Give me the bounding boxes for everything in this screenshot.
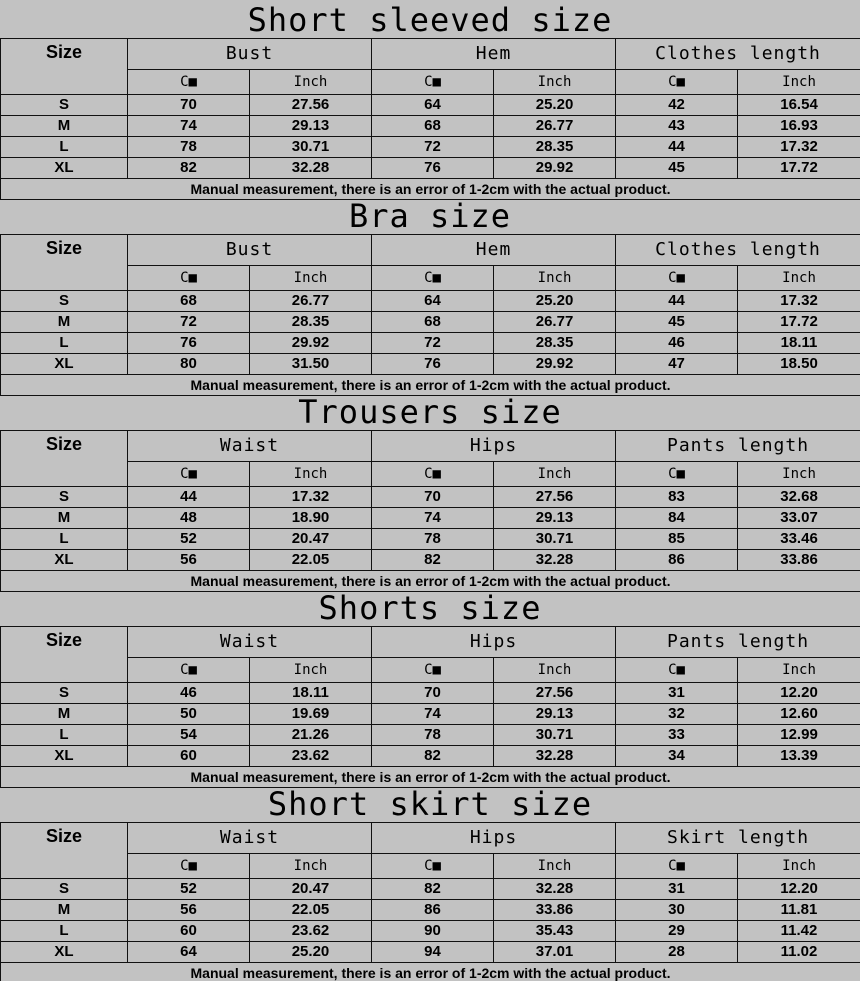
value-cm: 74 bbox=[372, 704, 494, 725]
size-label: L bbox=[1, 921, 128, 942]
size-header: Size bbox=[1, 431, 128, 487]
unit-cm: C■ bbox=[616, 266, 738, 291]
section-title: Short sleeved size bbox=[247, 1, 613, 39]
value-cm: 32 bbox=[616, 704, 738, 725]
value-inch: 25.20 bbox=[250, 942, 372, 963]
value-cm: 64 bbox=[372, 95, 494, 116]
section-title: Bra size bbox=[348, 197, 512, 235]
value-cm: 52 bbox=[128, 529, 250, 550]
value-cm: 83 bbox=[616, 487, 738, 508]
value-inch: 26.77 bbox=[250, 291, 372, 312]
value-inch: 30.71 bbox=[494, 725, 616, 746]
value-cm: 68 bbox=[372, 312, 494, 333]
value-inch: 18.11 bbox=[738, 333, 860, 354]
table-row bbox=[1, 137, 860, 158]
value-inch: 17.72 bbox=[738, 158, 860, 179]
measure-header: Clothes length bbox=[616, 39, 860, 70]
unit-inch: Inch bbox=[738, 658, 860, 683]
unit-cm: C■ bbox=[128, 854, 250, 879]
unit-cm: C■ bbox=[372, 658, 494, 683]
value-inch: 12.20 bbox=[738, 683, 860, 704]
value-cm: 30 bbox=[616, 900, 738, 921]
size-header: Size bbox=[1, 823, 128, 879]
size-section-5 bbox=[0, 784, 860, 980]
table-row bbox=[1, 116, 860, 137]
unit-cm: C■ bbox=[616, 854, 738, 879]
unit-inch: Inch bbox=[250, 462, 372, 487]
value-cm: 50 bbox=[128, 704, 250, 725]
unit-inch: Inch bbox=[494, 658, 616, 683]
value-cm: 46 bbox=[128, 683, 250, 704]
value-inch: 20.47 bbox=[250, 529, 372, 550]
unit-inch: Inch bbox=[250, 70, 372, 95]
size-label: XL bbox=[1, 354, 128, 375]
measure-header: Waist bbox=[128, 431, 372, 462]
size-label: M bbox=[1, 116, 128, 137]
unit-inch: Inch bbox=[250, 266, 372, 291]
value-cm: 28 bbox=[616, 942, 738, 963]
size-label: S bbox=[1, 879, 128, 900]
value-cm: 48 bbox=[128, 508, 250, 529]
measure-header: Skirt length bbox=[616, 823, 860, 854]
measure-header: Pants length bbox=[616, 431, 860, 462]
size-section-3 bbox=[0, 392, 860, 588]
size-section-1 bbox=[0, 0, 860, 196]
value-inch: 32.28 bbox=[494, 550, 616, 571]
measure-header: Hem bbox=[372, 235, 616, 266]
value-inch: 35.43 bbox=[494, 921, 616, 942]
value-cm: 94 bbox=[372, 942, 494, 963]
size-label: S bbox=[1, 95, 128, 116]
value-inch: 29.92 bbox=[494, 354, 616, 375]
value-inch: 32.28 bbox=[250, 158, 372, 179]
value-inch: 19.69 bbox=[250, 704, 372, 725]
size-label: S bbox=[1, 487, 128, 508]
value-cm: 52 bbox=[128, 879, 250, 900]
measure-header-row bbox=[1, 235, 860, 266]
value-inch: 17.72 bbox=[738, 312, 860, 333]
value-inch: 31.50 bbox=[250, 354, 372, 375]
value-cm: 84 bbox=[616, 508, 738, 529]
value-inch: 29.13 bbox=[250, 116, 372, 137]
value-inch: 22.05 bbox=[250, 550, 372, 571]
unit-row bbox=[1, 658, 860, 683]
unit-inch: Inch bbox=[250, 854, 372, 879]
value-inch: 20.47 bbox=[250, 879, 372, 900]
size-section-4 bbox=[0, 588, 860, 784]
size-label: M bbox=[1, 312, 128, 333]
measurement-note: Manual measurement, there is an error of 1-2cm with the actual product. bbox=[1, 767, 860, 788]
unit-cm: C■ bbox=[616, 70, 738, 95]
size-header: Size bbox=[1, 39, 128, 95]
size-label: L bbox=[1, 725, 128, 746]
section-title: Shorts size bbox=[318, 589, 542, 627]
table-row bbox=[1, 333, 860, 354]
unit-cm: C■ bbox=[128, 658, 250, 683]
unit-cm: C■ bbox=[372, 462, 494, 487]
note-row bbox=[1, 963, 860, 981]
value-cm: 72 bbox=[372, 333, 494, 354]
table-row bbox=[1, 158, 860, 179]
value-inch: 32.68 bbox=[738, 487, 860, 508]
section-title: Short skirt size bbox=[267, 785, 593, 823]
size-table bbox=[0, 234, 860, 396]
value-inch: 23.62 bbox=[250, 746, 372, 767]
value-inch: 17.32 bbox=[738, 291, 860, 312]
value-cm: 44 bbox=[128, 487, 250, 508]
unit-row bbox=[1, 462, 860, 487]
value-cm: 72 bbox=[128, 312, 250, 333]
value-inch: 26.77 bbox=[494, 116, 616, 137]
table-row bbox=[1, 746, 860, 767]
value-cm: 78 bbox=[372, 529, 494, 550]
table-row bbox=[1, 354, 860, 375]
size-label: L bbox=[1, 333, 128, 354]
value-cm: 70 bbox=[128, 95, 250, 116]
size-label: M bbox=[1, 900, 128, 921]
unit-inch: Inch bbox=[494, 854, 616, 879]
value-inch: 29.13 bbox=[494, 508, 616, 529]
value-cm: 86 bbox=[372, 900, 494, 921]
value-cm: 31 bbox=[616, 879, 738, 900]
measurement-note: Manual measurement, there is an error of 1-2cm with the actual product. bbox=[1, 179, 860, 200]
value-inch: 17.32 bbox=[250, 487, 372, 508]
table-row bbox=[1, 942, 860, 963]
value-cm: 74 bbox=[128, 116, 250, 137]
size-label: XL bbox=[1, 550, 128, 571]
value-cm: 46 bbox=[616, 333, 738, 354]
size-label: L bbox=[1, 529, 128, 550]
value-inch: 11.02 bbox=[738, 942, 860, 963]
measurement-note: Manual measurement, there is an error of 1-2cm with the actual product. bbox=[1, 375, 860, 396]
value-inch: 22.05 bbox=[250, 900, 372, 921]
value-cm: 64 bbox=[128, 942, 250, 963]
value-inch: 12.60 bbox=[738, 704, 860, 725]
unit-row bbox=[1, 854, 860, 879]
value-inch: 11.81 bbox=[738, 900, 860, 921]
size-header: Size bbox=[1, 627, 128, 683]
unit-inch: Inch bbox=[738, 266, 860, 291]
value-cm: 60 bbox=[128, 746, 250, 767]
value-inch: 33.46 bbox=[738, 529, 860, 550]
unit-cm: C■ bbox=[128, 266, 250, 291]
table-row bbox=[1, 900, 860, 921]
value-cm: 64 bbox=[372, 291, 494, 312]
measure-header-row bbox=[1, 627, 860, 658]
value-cm: 45 bbox=[616, 312, 738, 333]
measure-header: Hips bbox=[372, 431, 616, 462]
value-inch: 12.99 bbox=[738, 725, 860, 746]
value-inch: 30.71 bbox=[494, 529, 616, 550]
value-inch: 32.28 bbox=[494, 879, 616, 900]
section-title: Trousers size bbox=[298, 393, 562, 431]
value-cm: 86 bbox=[616, 550, 738, 571]
value-cm: 43 bbox=[616, 116, 738, 137]
value-cm: 90 bbox=[372, 921, 494, 942]
size-label: M bbox=[1, 704, 128, 725]
measure-header: Hips bbox=[372, 627, 616, 658]
table-row bbox=[1, 508, 860, 529]
size-table bbox=[0, 822, 860, 981]
value-cm: 72 bbox=[372, 137, 494, 158]
value-cm: 33 bbox=[616, 725, 738, 746]
value-cm: 78 bbox=[128, 137, 250, 158]
measure-header-row bbox=[1, 823, 860, 854]
value-inch: 28.35 bbox=[494, 137, 616, 158]
measure-header: Waist bbox=[128, 627, 372, 658]
table-row bbox=[1, 683, 860, 704]
measure-header: Waist bbox=[128, 823, 372, 854]
value-inch: 25.20 bbox=[494, 291, 616, 312]
value-inch: 32.28 bbox=[494, 746, 616, 767]
unit-cm: C■ bbox=[372, 854, 494, 879]
value-cm: 45 bbox=[616, 158, 738, 179]
value-inch: 29.92 bbox=[250, 333, 372, 354]
value-cm: 60 bbox=[128, 921, 250, 942]
table-row bbox=[1, 95, 860, 116]
value-cm: 76 bbox=[372, 354, 494, 375]
unit-inch: Inch bbox=[738, 854, 860, 879]
table-row bbox=[1, 725, 860, 746]
size-table bbox=[0, 626, 860, 788]
value-cm: 80 bbox=[128, 354, 250, 375]
table-row bbox=[1, 550, 860, 571]
value-cm: 29 bbox=[616, 921, 738, 942]
unit-inch: Inch bbox=[494, 462, 616, 487]
table-row bbox=[1, 921, 860, 942]
value-cm: 68 bbox=[372, 116, 494, 137]
value-cm: 82 bbox=[372, 879, 494, 900]
table-row bbox=[1, 291, 860, 312]
size-label: S bbox=[1, 683, 128, 704]
value-inch: 37.01 bbox=[494, 942, 616, 963]
value-cm: 68 bbox=[128, 291, 250, 312]
table-row bbox=[1, 704, 860, 725]
value-inch: 30.71 bbox=[250, 137, 372, 158]
value-cm: 74 bbox=[372, 508, 494, 529]
measure-header: Hem bbox=[372, 39, 616, 70]
value-inch: 25.20 bbox=[494, 95, 616, 116]
value-inch: 18.50 bbox=[738, 354, 860, 375]
value-inch: 27.56 bbox=[250, 95, 372, 116]
value-inch: 33.86 bbox=[494, 900, 616, 921]
value-inch: 29.92 bbox=[494, 158, 616, 179]
value-cm: 31 bbox=[616, 683, 738, 704]
measurement-note: Manual measurement, there is an error of 1-2cm with the actual product. bbox=[1, 571, 860, 592]
value-inch: 28.35 bbox=[494, 333, 616, 354]
value-inch: 28.35 bbox=[250, 312, 372, 333]
value-inch: 16.54 bbox=[738, 95, 860, 116]
size-label: L bbox=[1, 137, 128, 158]
size-header: Size bbox=[1, 235, 128, 291]
value-cm: 82 bbox=[372, 746, 494, 767]
measurement-note: Manual measurement, there is an error of 1-2cm with the actual product. bbox=[1, 963, 860, 981]
value-cm: 47 bbox=[616, 354, 738, 375]
unit-cm: C■ bbox=[616, 462, 738, 487]
size-table bbox=[0, 38, 860, 200]
measure-header: Clothes length bbox=[616, 235, 860, 266]
unit-cm: C■ bbox=[372, 70, 494, 95]
value-inch: 29.13 bbox=[494, 704, 616, 725]
measure-header-row bbox=[1, 39, 860, 70]
value-inch: 27.56 bbox=[494, 487, 616, 508]
unit-inch: Inch bbox=[494, 266, 616, 291]
measure-header: Hips bbox=[372, 823, 616, 854]
value-inch: 33.86 bbox=[738, 550, 860, 571]
unit-cm: C■ bbox=[372, 266, 494, 291]
measure-header: Bust bbox=[128, 235, 372, 266]
value-cm: 76 bbox=[128, 333, 250, 354]
unit-inch: Inch bbox=[738, 462, 860, 487]
unit-inch: Inch bbox=[738, 70, 860, 95]
value-cm: 42 bbox=[616, 95, 738, 116]
value-cm: 70 bbox=[372, 487, 494, 508]
size-label: M bbox=[1, 508, 128, 529]
value-inch: 13.39 bbox=[738, 746, 860, 767]
unit-inch: Inch bbox=[250, 658, 372, 683]
table-row bbox=[1, 529, 860, 550]
unit-inch: Inch bbox=[494, 70, 616, 95]
value-inch: 17.32 bbox=[738, 137, 860, 158]
value-inch: 11.42 bbox=[738, 921, 860, 942]
value-inch: 12.20 bbox=[738, 879, 860, 900]
size-label: XL bbox=[1, 158, 128, 179]
value-cm: 82 bbox=[372, 550, 494, 571]
table-row bbox=[1, 879, 860, 900]
unit-cm: C■ bbox=[128, 462, 250, 487]
measure-header: Bust bbox=[128, 39, 372, 70]
value-inch: 21.26 bbox=[250, 725, 372, 746]
value-cm: 78 bbox=[372, 725, 494, 746]
size-label: XL bbox=[1, 942, 128, 963]
value-inch: 18.11 bbox=[250, 683, 372, 704]
unit-cm: C■ bbox=[128, 70, 250, 95]
size-label: XL bbox=[1, 746, 128, 767]
unit-row bbox=[1, 266, 860, 291]
value-inch: 23.62 bbox=[250, 921, 372, 942]
value-cm: 44 bbox=[616, 137, 738, 158]
measure-header-row bbox=[1, 431, 860, 462]
table-row bbox=[1, 487, 860, 508]
value-inch: 33.07 bbox=[738, 508, 860, 529]
value-cm: 82 bbox=[128, 158, 250, 179]
table-row bbox=[1, 312, 860, 333]
value-cm: 76 bbox=[372, 158, 494, 179]
value-cm: 56 bbox=[128, 900, 250, 921]
value-cm: 54 bbox=[128, 725, 250, 746]
value-cm: 44 bbox=[616, 291, 738, 312]
value-inch: 18.90 bbox=[250, 508, 372, 529]
measure-header: Pants length bbox=[616, 627, 860, 658]
value-inch: 26.77 bbox=[494, 312, 616, 333]
size-table bbox=[0, 430, 860, 592]
value-cm: 34 bbox=[616, 746, 738, 767]
size-label: S bbox=[1, 291, 128, 312]
value-cm: 56 bbox=[128, 550, 250, 571]
unit-row bbox=[1, 70, 860, 95]
value-inch: 27.56 bbox=[494, 683, 616, 704]
value-cm: 70 bbox=[372, 683, 494, 704]
value-cm: 85 bbox=[616, 529, 738, 550]
value-inch: 16.93 bbox=[738, 116, 860, 137]
size-section-2 bbox=[0, 196, 860, 392]
unit-cm: C■ bbox=[616, 658, 738, 683]
